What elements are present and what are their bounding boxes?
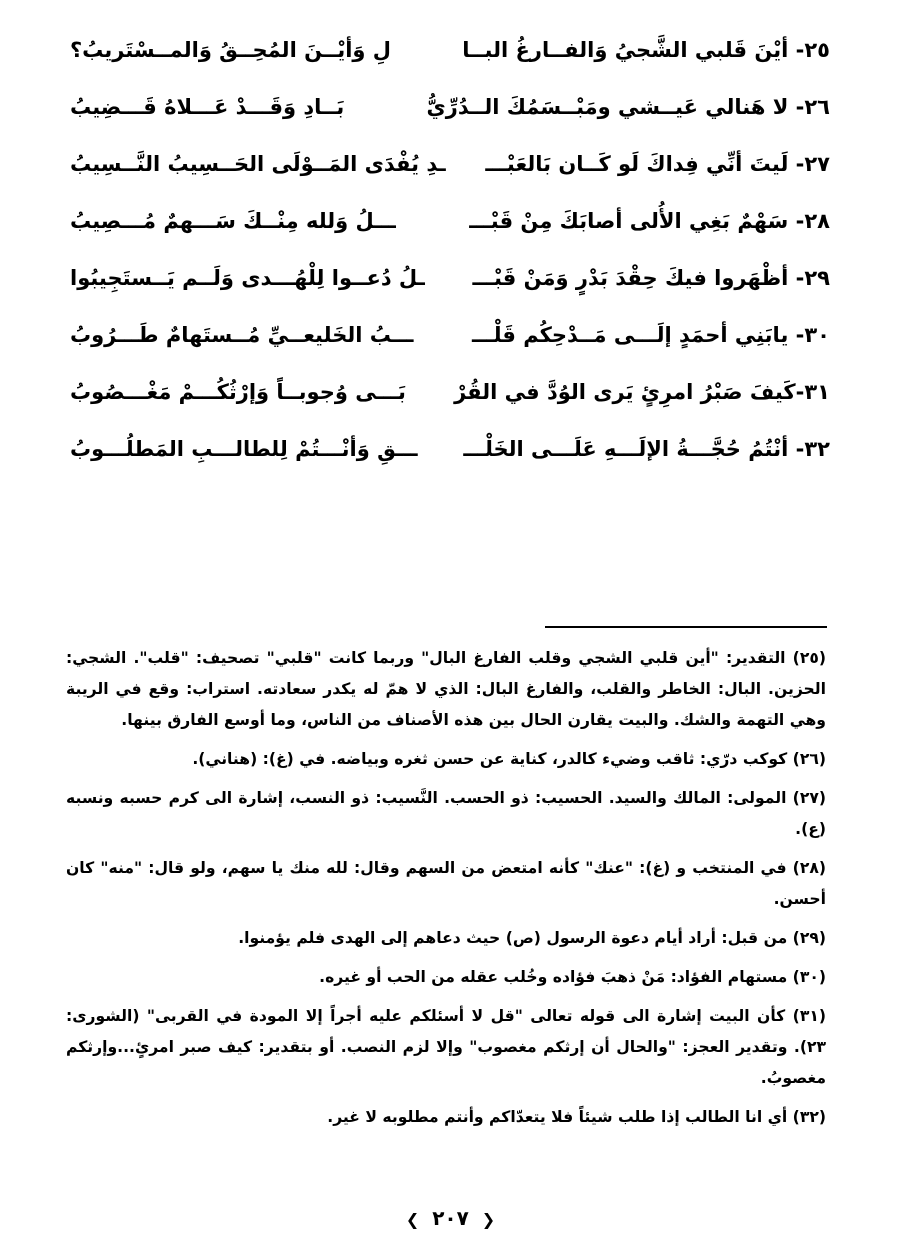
footnote-29: (٢٩) من قبل: أراد أيام دعوة الرسول (ص) حيث دعاهم إلى الهدى فلم يؤمنوا. [238,929,826,947]
verse-27 [60,144,830,201]
verse-second-hemistich: ـــقِ وَأنْـــتُمْ لِلطالـــبِ المَطلُـــوبُ [70,437,418,461]
verse-first-hemistich: ٢٨- سَهْمٌ بَغِي الأُلى أصابَكَ مِنْ قَبْـــ [469,209,830,233]
verse-29 [60,258,830,315]
verse-second-hemistich: لِ وَأيْــنَ المُحِــقُ وَالمــسْتَريبُ؟ [70,38,391,62]
verse-first-hemistich: ٢٩- أظْهَروا فيكَ حِقْدَ بَدْرٍ وَمَنْ قَبْـــ [472,266,830,290]
verse-second-hemistich: ـــبُ الخَليعــيِّ مُــستَهامٌ طَـــرُوبُ [70,323,414,347]
footnote-divider [545,626,827,628]
verse-second-hemistich: ـلُ دُعــوا لِلْهُـــدى وَلَــم يَــستَجِيبُوا [70,266,425,290]
ornament-right-icon: ❮ [481,1210,496,1229]
verse-25 [60,30,830,87]
verse-30 [60,315,830,372]
footnote-25: (٢٥) التقدير: "أين قلبي الشجي وقلب الفارغ البال" وربما كانت "قلبي" تصحيف: "قلب". الشجي: الحزين. البال: الخاطر والقلب، والفارغ البال: الذي لا همّ له يكدر سعادته. استراب: وقع في الريبة وهي التهمة والشك. والبيت يقارن الحال بين هذه الأصناف من الناس، وما أوسع الفارق بينها. [66,649,826,729]
verse-26 [60,87,830,144]
footnote-26: (٢٦) كوكب درّي: ثاقب وضيء كالدر، كناية عن حسن ثغره وبياضه. في (غ): (هناني). [192,750,826,768]
verse-second-hemistich: ـــلُ وَلله مِنْــكَ سَـــهمٌ مُـــصِيبُ [70,209,396,233]
footnotes [66,643,826,1141]
verse-28 [60,201,830,258]
verse-first-hemistich: ٢٧- لَيتَ أنِّي فِداكَ لَو كَــان بَالعَبْـــ [485,152,830,176]
verse-first-hemistich: ٣١-كَيفَ صَبْرُ امرِئٍ يَرى الوُدَّ في القُرْ [454,380,830,404]
verse-first-hemistich: ٢٥- أيْنَ قَلبي الشَّجيُ وَالفــارغُ البــا [462,38,830,62]
verse-31 [60,372,830,429]
verse-second-hemistich: بَــادِ وَقَـــدْ عَـــلاهُ قَـــضِيبُ [70,95,345,119]
verse-second-hemistich: ـدِ يُفْدَى المَــوْلَى الحَــسِيبُ النَّــسِيبُ [70,152,446,176]
page-number-block [0,1206,901,1230]
verse-first-hemistich: ٣٢- أنْتُمُ حُجَّـــةُ الإلَـــهِ عَلَـــى الخَلْـــ [463,437,830,461]
verse-first-hemistich: ٢٦- لا هَنالي عَيــشي ومَبْــسَمُكَ الــدُرِّيُّ [426,95,830,119]
verse-first-hemistich: ٣٠- يابَنِي أحمَدٍ إلَـــى مَــدْحِكُم قَلْـــ [472,323,830,347]
footnote-32: (٣٢) أي انا الطالب إذا طلب شيئاً فلا يتعدّاكم وأنتم مطلوبه لا غير. [327,1108,826,1126]
footnote-28: (٢٨) في المنتخب و (غ): "عنك" كأنه امتعض من السهم وقال: لله منك يا سهم، ولو قال: "منه" كان أحسن. [66,859,826,908]
footnote-30: (٣٠) مستهام الفؤاد: مَنْ ذهبَ فؤاده وخُلب عقله من الحب أو غيره. [319,968,826,986]
footnote-27: (٢٧) المولى: المالك والسيد. الحسيب: ذو الحسب. النَّسيب: ذو النسب، إشارة الى كرم حسبه ونسبه (ع). [66,789,826,838]
poem [60,30,830,486]
page-number: ٢٠٧ [432,1206,469,1230]
footnote-31: (٣١) كأن البيت إشارة الى قوله تعالى "قل لا أسئلكم عليه أجراً إلا المودة في القربى" (الشورى: ٢٣). وتقدير العجز: "والحال أن إرثكم مغصوب" وإلا لزم النصب. أو بتقدير: كيف صبر امرئٍ...وإرثكم مغصوبُ. [66,1007,826,1087]
ornament-left-icon: ❯ [405,1210,420,1229]
verse-second-hemistich: بَـــى وُجوبــاً وَإرْثُكُـــمْ مَغْـــصُوبُ [70,380,406,404]
verse-32 [60,429,830,486]
